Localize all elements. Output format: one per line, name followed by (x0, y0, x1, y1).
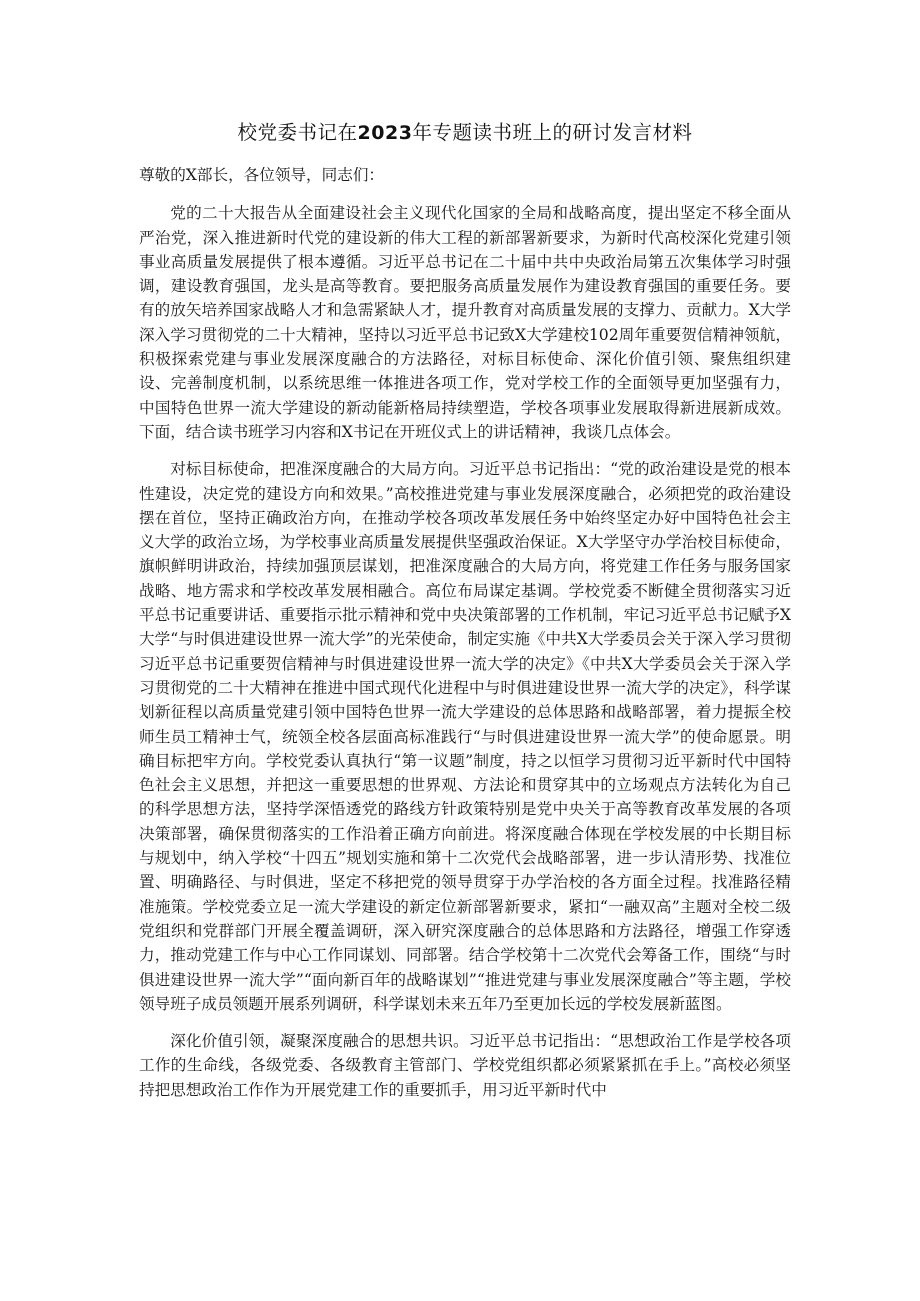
document-page (139, 118, 791, 1102)
paragraph-intro: 党的二十大报告从全面建设社会主义现代化国家的全局和战略高度，提出坚定不移全面从严治党，深入推进新时代党的建设新的伟大工程的新部署新要求，为新时代高校深化党建引领事业高质量发展提供了根本遵循。习近平总书记在二十届中共中央政治局第五次集体学习时强调，建设教育强国，龙头是高等教育。要把服务高质量发展作为建设教育强国的重要任务。要有的放矢培养国家战略人才和急需紧缺人才，提升教育对高质量发展的支撑力、贡献力。X大学深入学习贯彻党的二十大精神，坚持以习近平总书记致X大学建校102周年重要贺信精神领航，积极探索党建与事业发展深度融合的方法路径，对标目标使命、深化价值引领、聚焦组织建设、完善制度机制，以系统思维一体推进各项工作，党对学校工作的全面领导更加坚强有力，中国特色世界一流大学建设的新动能新格局持续塑造，学校各项事业发展取得新进展新成效。下面，结合读书班学习内容和X书记在开班仪式上的讲话精神，我谈几点体会。 (139, 204, 791, 441)
salutation: 尊敬的X部长，各位领导，同志们： (139, 166, 385, 184)
title-year: 2023 (357, 122, 413, 144)
title-prefix: 校党委书记在 (237, 121, 358, 144)
document-title (139, 118, 791, 148)
paragraph-direction: 对标目标使命，把准深度融合的大局方向。习近平总书记指出：“党的政治建设是党的根本性建设，决定党的建设方向和效果。”高校推进党建与事业发展深度融合，必须把党的政治建设摆在首位，坚持正确政治方向，在推动学校各项改革发展任务中始终坚定办好中国特色社会主义大学的政治立场，为学校事业高质量发展提供坚强政治保证。X大学坚守办学治校目标使命，旗帜鲜明讲政治，持续加强顶层谋划，把准深度融合的大局方向，将党建工作任务与服务国家战略、地方需求和学校改革发展相融合。高位布局谋定基调。学校党委不断健全贯彻落实习近平总书记重要讲话、重要指示批示精神和党中央决策部署的工作机制，牢记习近平总书记赋予X大学“与时俱进建设世界一流大学”的光荣使命，制定实施《中共X大学委员会关于深入学习贯彻习近平总书记重要贺信精神与时俱进建设世界一流大学的决定》《中共X大学委员会关于深入学习贯彻党的二十大精神在推进中国式现代化进程中与时俱进建设世界一流大学的决定》，科学谋划新征程以高质量党建引领中国特色世界一流大学建设的总体思路和战略部署，着力提振全校师生员工精神士气，统领全校各层面高标准践行“与时俱进建设世界一流大学”的使命愿景。明确目标把牢方向。学校党委认真执行“第一议题”制度，持之以恒学习贯彻习近平新时代中国特色社会主义思想，并把这一重要思想的世界观、方法论和贯穿其中的立场观点方法转化为自己的科学思想方法，坚持学深悟透党的路线方针政策特别是党中央关于高等教育改革发展的各项决策部署，确保贯彻落实的工作沿着正确方向前进。将深度融合体现在学校发展的中长期目标与规划中，纳入学校“十四五”规划实施和第十二次党代会战略部署，进一步认清形势、找准位置、明确路径、与时俱进，坚定不移把党的领导贯穿于办学治校的各方面全过程。找准路径精准施策。学校党委立足一流大学建设的新定位新部署新要求，紧扣“一融双高”主题对全校二级党组织和党群部门开展全覆盖调研，深入研究深度融合的总体思路和方法路径，增强工作穿透力，推动党建工作与中心工作同谋划、同部署。结合学校第十二次党代会筹备工作，围绕“与时俱进建设世界一流大学”“面向新百年的战略谋划”“推进党建与事业发展深度融合”等主题，学校领导班子成员领题开展系列调研，科学谋划未来五年乃至更加长远的学校发展新蓝图。 (139, 460, 791, 1013)
paragraph-value-guidance: 深化价值引领，凝聚深度融合的思想共识。习近平总书记指出：“思想政治工作是学校各项工作的生命线，各级党委、各级教育主管部门、学校党组织都必须紧紧抓在手上。”高校必须坚持把思想政治工作作为开展党建工作的重要抓手，用习近平新时代中 (139, 1032, 791, 1099)
title-suffix: 年专题读书班上的研讨发言材料 (412, 121, 693, 144)
